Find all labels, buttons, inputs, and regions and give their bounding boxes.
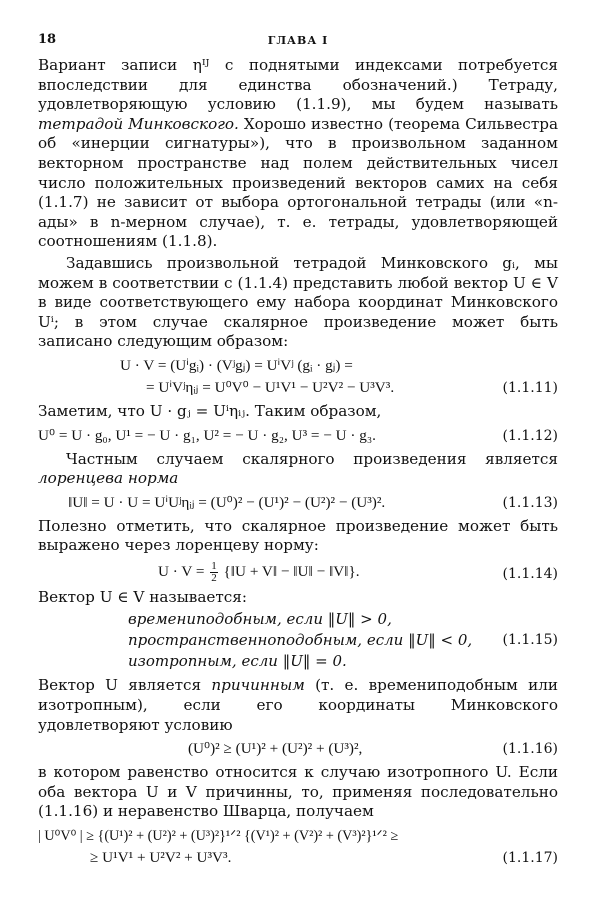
equation-1-1-12: [38, 425, 558, 447]
equation-line: U⁰ = U · g₀, U¹ = − U · g₁, U² = − U · g₂, U³ = − U · g₃.: [38, 426, 376, 444]
equation-lhs: U · V =: [158, 562, 205, 580]
paragraph-5: Полезно отметить, что скалярное произведение может быть выражено через лоренцеву норму:: [38, 516, 558, 555]
equation-line: = UⁱVʲηᵢⱼ = U⁰V⁰ − U¹V¹ − U²V² − U³V³.: [146, 378, 395, 396]
term-minkowski-tetrad: тетрадой Минковского.: [38, 114, 239, 133]
fraction-one-half: $\frac{1}{2}$: [211, 559, 217, 584]
page-number: 18: [38, 32, 57, 47]
equation-1-1-14: [38, 559, 558, 585]
equation-number: (1.1.15): [502, 632, 558, 649]
equation-number: (1.1.16): [502, 741, 558, 758]
equation-number: (1.1.14): [502, 565, 558, 582]
equation-number: (1.1.11): [502, 379, 558, 396]
paragraph-3: Заметим, что U · gⱼ = Uⁱηᵢⱼ. Таким образом,: [38, 401, 382, 420]
paragraph-2: Задавшись произвольной тетрадой Минковского gᵢ, мы можем в соответствии с (1.1.4) представить любой вектор U ∈ V в виде соответствующего ему набора координат Минковского Uⁱ; в этом случае скалярное произведение может быть записано следующим образом:: [38, 253, 558, 351]
page-header: [38, 30, 558, 56]
equation-1-1-16: [38, 738, 558, 760]
equation-rhs: {‖U + V‖ − ‖U‖ − ‖V‖}.: [223, 562, 360, 580]
equation-1-1-17: [38, 825, 558, 869]
equation-line: ≥ U¹V¹ + U²V² + U³V³.: [90, 849, 232, 867]
term-causal: причинным: [211, 676, 305, 695]
equation-number: (1.1.13): [502, 494, 558, 511]
condition-spacelike: пространственноподобным, если ‖U‖ < 0,: [128, 631, 473, 650]
paragraph-6: Вектор U ∈ V называется:: [38, 587, 247, 606]
term-lorentz-norm: лоренцева норма: [38, 469, 179, 488]
equation-1-1-11: [38, 355, 558, 399]
condition-null: изотропным, если ‖U‖ = 0.: [128, 652, 347, 671]
paragraph-1: Вариант записи ηᴵᴶ с поднятыми индексами потребуется впоследствии для единства обозначений.) Тетраду, удовлетворяющую условию (1.1.9), мы будем называть тетрадой Минковского. Хорошо известно (теорема Сильвестра об «инерции сигнатуры»), что в произвольном заданном векторном пространстве над полем действительных чисел число положительных произведений векторов самих на себя (1.1.7) не зависит от выбора ортогональной тетрады (или «n-ады» в n-мерном случае), т. е. тетрады, удовлетворяющей соотношениям (1.1.8).: [38, 56, 558, 251]
equation-line: U · V = (Uⁱgᵢ) · (Vʲgⱼ) = UⁱVʲ (gᵢ · gⱼ) =: [120, 356, 353, 374]
paragraph-7: Вектор U является причинным (т. е. времениподобным или изотропным), если его координаты Минковского удовлетворяют условию: [38, 676, 558, 734]
book-page: [38, 30, 558, 872]
equation-number: (1.1.12): [502, 427, 558, 444]
paragraph-8: в котором равенство относится к случаю изотропного U. Если оба вектора U и V причинны, то, применяя последовательно (1.1.16) и неравенство Шварца, получаем: [38, 763, 558, 821]
equation-line: | U⁰V⁰ | ≥ {(U¹)² + (U²)² + (U³)²}¹ᐟ² {(V¹)² + (V²)² + (V³)²}¹ᐟ² ≥: [38, 828, 399, 845]
equation-number: (1.1.17): [502, 850, 558, 867]
condition-timelike: времениподобным, если ‖U‖ > 0,: [128, 610, 392, 629]
equation-1-1-15: [128, 609, 558, 672]
chapter-title: ГЛАВА I: [267, 34, 329, 47]
paragraph-4: Частным случаем скалярного произведения является лоренцева норма: [38, 449, 558, 488]
equation-1-1-13: [38, 492, 558, 514]
equation-line: ‖U‖ = U · U = UⁱUʲηᵢⱼ = (U⁰)² − (U¹)² − (U²)² − (U³)².: [68, 493, 386, 511]
equation-line: (U⁰)² ≥ (U¹)² + (U²)² + (U³)²,: [188, 740, 363, 758]
